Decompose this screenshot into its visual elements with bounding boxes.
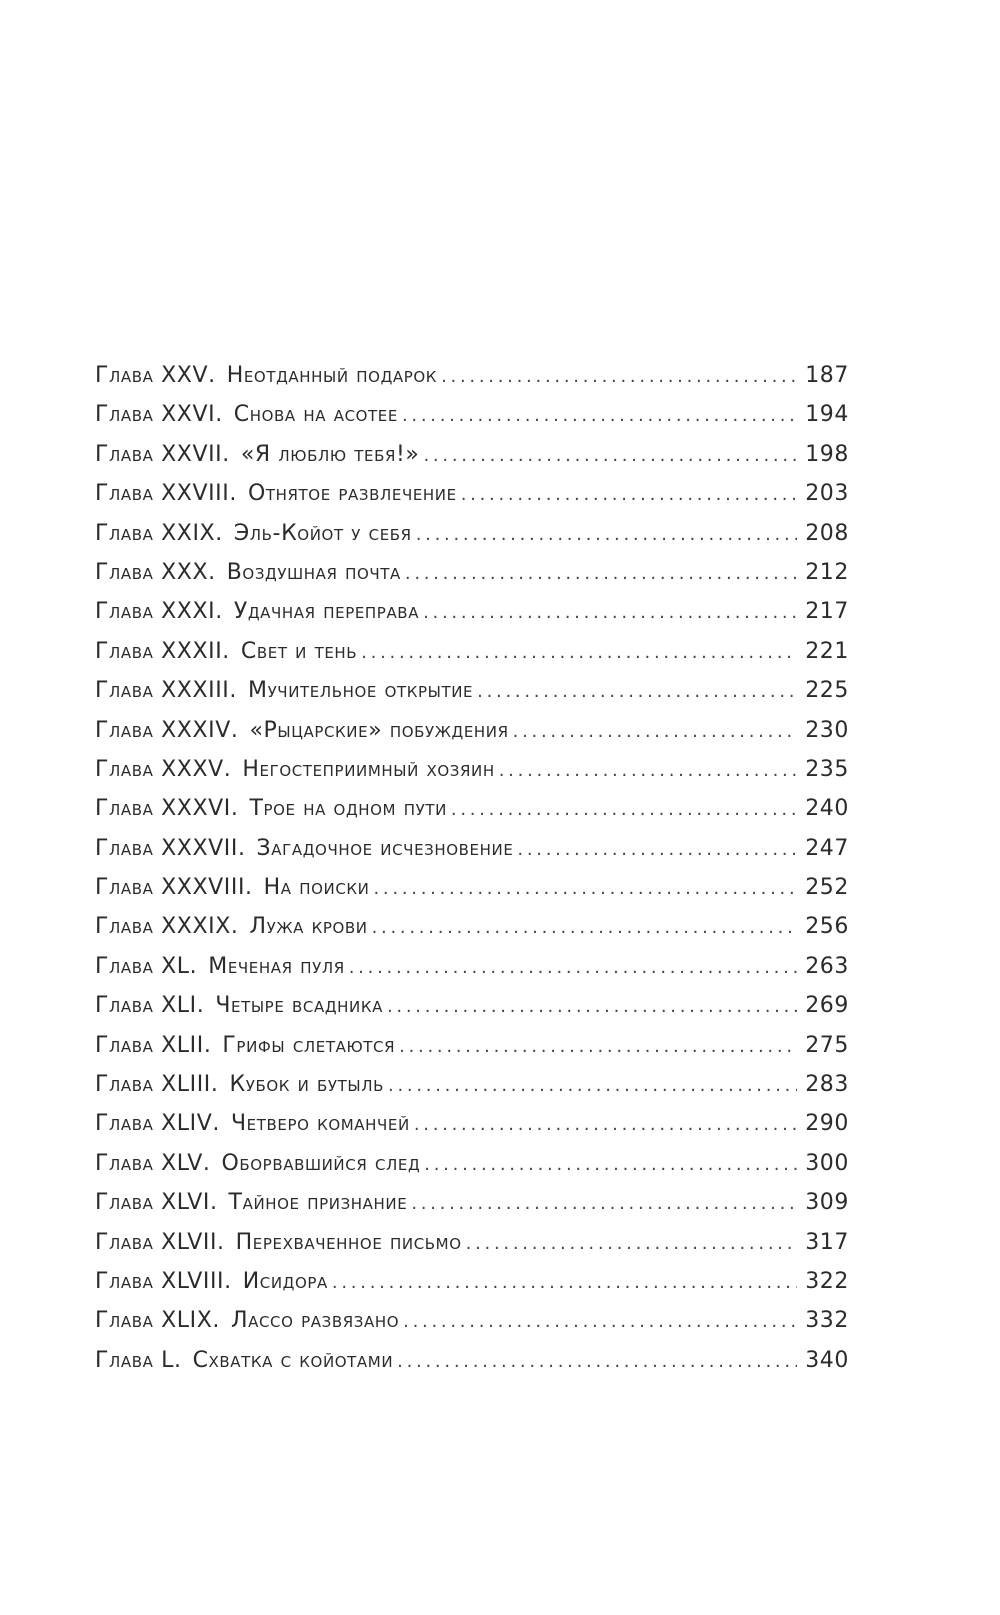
chapter-number: Глава XLVII [95,1229,218,1255]
page-number: 247 [805,835,849,861]
dot-leader [373,878,797,899]
dot-leader [423,602,797,623]
chapter-number: Глава XLIX [95,1308,213,1334]
dot-leader [414,1114,797,1135]
toc-entry [95,875,849,914]
dot-leader [451,799,797,820]
page-number: 212 [805,559,849,585]
chapter-separator: . [230,717,239,743]
chapter-number: Глава XXXII [95,638,223,664]
toc-entry [95,718,849,757]
chapter-title: Лассо развязано [230,1308,400,1334]
page-number: 290 [805,1111,849,1137]
chapter-separator: . [237,835,246,861]
dot-leader [441,366,797,387]
chapter-separator: . [222,638,230,664]
chapter-number: Глава XXXIV [95,717,231,743]
page-number: 283 [805,1072,849,1098]
chapter-title: Снова на асотее [233,402,398,428]
chapter-number: Глава XXVIII [95,481,230,507]
page-number: 256 [805,914,849,940]
chapter-number: Глава XXXVI [95,796,231,822]
chapter-title: Воздушная почта [226,559,401,585]
dot-leader [397,1351,797,1372]
page-number: 187 [805,363,849,388]
chapter-number: Глава XXX [95,559,209,585]
chapter-title: Свет и тень [240,638,358,664]
toc-entry [95,954,849,993]
chapter-separator: . [202,1150,211,1176]
dot-leader [411,1193,797,1214]
chapter-number: Глава XXXIII [95,678,230,704]
chapter-title: Схватка с койотами [192,1347,394,1373]
dot-leader [424,1154,797,1175]
chapter-number: Глава XLVIII [95,1268,225,1294]
chapter-separator: . [212,1308,220,1334]
toc-entry [95,993,849,1032]
dot-leader [372,917,797,938]
chapter-title: Кубок и бутыль [229,1072,385,1098]
toc-entry [95,1151,849,1190]
dot-leader [423,445,797,466]
chapter-number: Глава XLIV [95,1111,213,1137]
chapter-title: Перехваченное письмо [235,1229,462,1255]
dot-leader [361,642,797,663]
chapter-title: Оборвавшийся след [221,1150,421,1176]
chapter-separator: . [196,993,205,1019]
page-number: 317 [805,1229,849,1255]
dot-leader [405,563,797,584]
toc-entry [95,757,849,796]
toc-entry [95,1033,849,1072]
chapter-separator: . [223,756,232,782]
page-number: 208 [805,520,849,546]
chapter-separator: . [217,1229,225,1255]
page-number: 217 [805,599,849,625]
page-number: 198 [805,441,849,467]
chapter-separator: . [229,481,237,507]
dot-leader [477,681,797,702]
chapter-number: Глава XXXIX [95,914,231,940]
chapter-separator: . [210,1072,219,1098]
dot-leader [387,996,797,1017]
chapter-number: Глава XLVI [95,1190,210,1216]
chapter-number: Глава XLII [95,1032,204,1058]
chapter-separator: . [208,363,216,388]
chapter-number: Глава XXXVIII [95,875,246,901]
page-number: 263 [805,953,849,979]
chapter-separator: . [215,402,223,428]
chapter-title: Четверо команчей [230,1111,410,1137]
page-number: 300 [805,1150,849,1176]
table-of-contents [95,363,849,1387]
chapter-number: Глава XLV [95,1150,203,1176]
chapter-title: Меченая пуля [208,953,345,979]
chapter-title: Отнятое развлечение [247,481,457,507]
chapter-number: Глава XXVII [95,441,223,467]
toc-entry [95,914,849,953]
chapter-number: Глава XXXI [95,599,216,625]
toc-entry [95,1348,849,1387]
chapter-title: Эль-Койот у себя [233,520,412,546]
toc-entry [95,560,849,599]
dot-leader [403,1311,797,1332]
dot-leader [402,405,797,426]
page-number: 269 [805,993,849,1019]
chapter-separator: . [212,1111,220,1137]
dot-leader [349,957,797,978]
page-number: 221 [805,638,849,664]
toc-entry [95,1269,849,1308]
chapter-separator: . [208,559,216,585]
toc-entry [95,1111,849,1150]
chapter-number: Глава XXIX [95,520,216,546]
toc-entry [95,521,849,560]
chapter-title: Негостеприимный хозяин [242,756,495,782]
chapter-title: Четыре всадника [215,993,383,1019]
chapter-separator: . [209,1190,218,1216]
chapter-separator: . [215,599,223,625]
chapter-separator: . [230,914,239,940]
page-number: 194 [805,402,849,428]
page-number: 225 [805,678,849,704]
page-number: 203 [805,481,849,507]
dot-leader [513,721,797,742]
toc-entry [95,639,849,678]
chapter-title: Тайное признание [228,1190,408,1216]
chapter-title: Удачная переправа [233,599,420,625]
toc-entry [95,481,849,520]
chapter-title: «Я люблю тебя!» [240,441,420,467]
chapter-separator: . [224,1268,232,1294]
page-number: 252 [805,875,849,901]
chapter-title: Лужа крови [249,914,368,940]
chapter-title: Загадочное исчезновение [256,835,514,861]
chapter-number: Глава XLIII [95,1072,211,1098]
chapter-number: Глава XXVI [95,402,216,428]
chapter-separator: . [203,1032,212,1058]
toc-entry [95,599,849,638]
chapter-separator: . [222,441,230,467]
chapter-separator: . [230,796,239,822]
dot-leader [499,760,797,781]
chapter-separator: . [229,678,237,704]
chapter-separator: . [215,520,223,546]
chapter-number: Глава XXXV [95,756,224,782]
chapter-title: Грифы слетаются [222,1032,396,1058]
toc-entry [95,796,849,835]
chapter-separator: . [173,1347,182,1373]
chapter-separator: . [245,875,253,901]
dot-leader [416,524,797,545]
dot-leader [332,1272,797,1293]
toc-entry [95,1230,849,1269]
chapter-number: Глава XXV [95,363,209,388]
page-number: 230 [805,717,849,743]
chapter-title: Неотданный подарок [226,363,438,388]
dot-leader [461,484,797,505]
chapter-title: Трое на одном пути [249,796,447,822]
toc-entry [95,1308,849,1347]
toc-entry [95,363,849,402]
toc-entry [95,402,849,441]
dot-leader [517,839,797,860]
dot-leader [388,1075,797,1096]
toc-entry [95,1190,849,1229]
page-number: 309 [805,1190,849,1216]
chapter-separator: . [189,953,198,979]
dot-leader [399,1036,797,1057]
toc-entry [95,1072,849,1111]
chapter-title: Мучительное открытие [247,678,474,704]
toc-entry [95,836,849,875]
page-number: 340 [805,1347,849,1373]
page-number: 322 [805,1268,849,1294]
page-number: 332 [805,1308,849,1334]
toc-entry [95,442,849,481]
chapter-number: Глава L [95,1347,174,1373]
chapter-number: Глава XL [95,953,190,979]
chapter-number: Глава XLI [95,993,197,1019]
dot-leader [466,1233,797,1254]
page-number: 275 [805,1032,849,1058]
chapter-title: Исидора [242,1268,328,1294]
chapter-title: На поиски [263,875,370,901]
chapter-title: «Рыцарские» побуждения [249,717,509,743]
toc-entry [95,678,849,717]
chapter-number: Глава XXXVII [95,835,238,861]
page-number: 235 [805,756,849,782]
page-number: 240 [805,796,849,822]
